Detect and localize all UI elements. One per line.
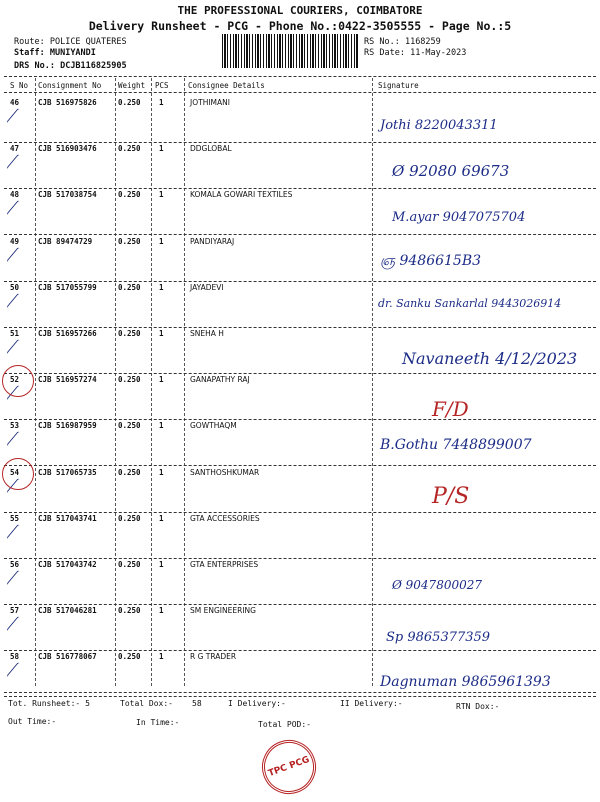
drs-label: DRS No.:	[14, 61, 55, 71]
signature: Jothi 8220043311	[380, 118, 498, 133]
col-consignee: Consignee Details	[188, 81, 265, 90]
signature: M.ayar 9047075704	[392, 210, 526, 226]
company-title: THE PROFESSIONAL COURIERS, COIMBATORE	[177, 4, 423, 17]
row-consignee: SM ENGINEERING	[190, 606, 256, 616]
row-pcs: 1	[159, 375, 164, 385]
row-rule	[4, 281, 596, 282]
row-consignee: SANTHOSHKUMAR	[190, 467, 260, 477]
row-pcs: 1	[159, 560, 164, 569]
row-consignee: GTA ENTERPRISES	[190, 560, 259, 569]
staff-label: Staff:	[14, 48, 45, 58]
table-row	[4, 514, 596, 560]
tick-mark-icon	[6, 431, 32, 457]
table-row	[4, 98, 596, 144]
row-weight: 0.250	[118, 606, 141, 616]
row-consignment-no: CJB 517043742	[38, 560, 97, 569]
row-rule	[4, 373, 596, 374]
row-sno: 49	[10, 236, 20, 246]
row-pcs: 1	[159, 421, 164, 431]
row-pcs: 1	[159, 144, 164, 154]
row-sno: 50	[10, 282, 20, 292]
row-consignee: KOMALA GOWARI TEXTILES	[190, 190, 293, 200]
col-weight: Weight	[118, 81, 146, 90]
row-consignee: JOTHIMANI	[190, 98, 230, 107]
row-rule	[4, 419, 596, 420]
drs-line	[14, 61, 127, 71]
row-consignee: GTA ACCESSORIES	[190, 513, 260, 523]
row-sno: 54	[10, 467, 20, 477]
row-consignee: SNEHA H	[190, 329, 224, 338]
row-sno: 48	[10, 190, 20, 200]
row-rule	[4, 604, 596, 605]
tick-mark-icon	[6, 570, 32, 596]
row-pcs: 1	[159, 236, 164, 246]
row-weight: 0.250	[118, 652, 141, 662]
row-pcs: 1	[159, 98, 164, 107]
header-rule-bottom	[4, 92, 596, 93]
row-weight: 0.250	[118, 513, 141, 523]
row-sno: 55	[10, 513, 20, 523]
signature: Navaneeth 4/12/2023	[402, 349, 578, 368]
row-weight: 0.250	[118, 190, 141, 200]
row-consignment-no: CJB 517065735	[38, 467, 97, 477]
header-rule-top	[4, 76, 596, 77]
barcode	[222, 34, 358, 68]
row-consignee: R G TRADER	[190, 652, 237, 662]
row-weight: 0.250	[118, 467, 141, 477]
col-pcs: PCS	[155, 81, 169, 90]
circle-mark-icon	[2, 365, 34, 397]
signature: ஞ 9486615B3	[380, 252, 482, 269]
row-sno: 52	[10, 375, 20, 385]
row-weight: 0.250	[118, 421, 141, 431]
row-consignment-no: CJB 516957266	[38, 329, 97, 338]
circle-mark-icon	[2, 458, 34, 490]
table-row	[4, 283, 596, 329]
route-label: Route:	[14, 37, 45, 47]
in-time: In Time:-	[136, 718, 180, 727]
row-rule	[4, 558, 596, 559]
row-sno: 53	[10, 421, 20, 431]
row-weight: 0.250	[118, 144, 141, 154]
tick-mark-icon	[6, 293, 32, 319]
row-consignment-no: CJB 517043741	[38, 513, 97, 523]
route-line	[14, 37, 127, 47]
row-consignment-no: CJB 517038754	[38, 190, 97, 200]
rs-date-line	[364, 48, 466, 58]
i-delivery: I Delivery:-	[228, 699, 286, 708]
col-sno: S No	[10, 81, 29, 90]
row-rule	[4, 650, 596, 651]
tick-mark-icon	[6, 108, 32, 134]
rs-no-value: 1168259	[404, 37, 441, 47]
row-consignment-no: CJB 517046281	[38, 606, 97, 616]
row-rule	[4, 188, 596, 189]
drs-value: DCJB116825905	[60, 61, 127, 71]
signature: Ø 9047800027	[392, 578, 482, 592]
table-row	[4, 329, 596, 375]
signature: B.Gothu 7448899007	[380, 437, 532, 454]
rs-no-line	[364, 37, 441, 47]
row-pcs: 1	[159, 652, 164, 662]
row-rule	[4, 234, 596, 235]
tick-mark-icon	[6, 247, 32, 273]
row-consignment-no: CJB 516778067	[38, 652, 97, 662]
row-pcs: 1	[159, 329, 164, 338]
row-pcs: 1	[159, 513, 164, 523]
row-sno: 56	[10, 560, 20, 569]
row-consignment-no: CJB 516903476	[38, 144, 97, 154]
row-sno: 47	[10, 144, 20, 154]
row-pcs: 1	[159, 282, 164, 292]
row-consignment-no: CJB 516957274	[38, 375, 97, 385]
tot-runsheet: Tot. Runsheet:- 5	[8, 699, 90, 708]
col-signature: Signature	[378, 81, 419, 90]
staff-value: MUNIYANDI	[49, 48, 96, 58]
total-dox-value: 58	[192, 699, 202, 708]
rs-date-label: RS Date:	[364, 48, 405, 58]
signature: F/D	[432, 397, 469, 422]
row-pcs: 1	[159, 606, 164, 616]
signature: P/S	[432, 483, 470, 509]
row-consignee: JAYADEVI	[190, 282, 224, 292]
signature: dr. Sanku Sankarlal 9443026914	[378, 296, 562, 310]
row-pcs: 1	[159, 467, 164, 477]
row-weight: 0.250	[118, 329, 141, 338]
row-consignee: DDGLOBAL	[190, 144, 232, 154]
row-consignment-no: CJB 89474729	[38, 236, 93, 246]
footer-rule	[4, 692, 596, 693]
col-consignment: Consignment No	[38, 81, 102, 90]
staff-line	[14, 48, 96, 58]
row-sno: 57	[10, 606, 20, 616]
table-row	[4, 237, 596, 283]
row-weight: 0.250	[118, 282, 141, 292]
row-consignee: PANDIYARAJ	[190, 236, 235, 246]
row-weight: 0.250	[118, 560, 141, 569]
table-row	[4, 375, 596, 421]
row-rule	[4, 327, 596, 328]
row-pcs: 1	[159, 190, 164, 200]
table-row	[4, 560, 596, 606]
row-sno: 46	[10, 98, 20, 107]
row-rule	[4, 696, 596, 697]
row-sno: 58	[10, 652, 20, 662]
signature: Dagnuman 9865961393	[380, 674, 551, 691]
ii-delivery: II Delivery:-	[340, 699, 403, 708]
table-row	[4, 468, 596, 514]
row-consignment-no: CJB 516987959	[38, 421, 97, 431]
company-stamp: TPC PCG	[254, 732, 323, 801]
row-weight: 0.250	[118, 98, 141, 107]
route-value: POLICE QUATERES	[49, 37, 127, 47]
row-rule	[4, 465, 596, 466]
rtn-dox: RTN Dox:-	[456, 702, 500, 711]
row-sno: 51	[10, 329, 20, 338]
tick-mark-icon	[6, 524, 32, 550]
signature: Sp 9865377359	[386, 630, 491, 646]
row-consignee: GOWTHAQM	[190, 421, 237, 431]
tick-mark-icon	[6, 200, 32, 226]
out-time: Out Time:-	[8, 717, 57, 726]
tick-mark-icon	[6, 662, 32, 688]
row-rule	[4, 142, 596, 143]
row-consignment-no: CJB 516975826	[38, 98, 97, 107]
tick-mark-icon	[6, 616, 32, 642]
total-pod: Total POD:-	[258, 720, 311, 729]
row-rule	[4, 512, 596, 513]
table-row	[4, 421, 596, 467]
tick-mark-icon	[6, 154, 32, 180]
runsheet-subtitle: Delivery Runsheet - PCG - Phone No.:0422-3505555 - Page No.:5	[88, 19, 512, 33]
row-consignment-no: CJB 517055799	[38, 282, 97, 292]
row-consignee: GANAPATHY RAJ	[190, 375, 250, 385]
tick-mark-icon	[6, 339, 32, 365]
signature: Ø 92080 69673	[392, 162, 510, 181]
rs-no-label: RS No.:	[364, 37, 400, 47]
row-weight: 0.250	[118, 375, 141, 385]
table-row	[4, 144, 596, 190]
row-weight: 0.250	[118, 236, 141, 246]
rs-date-value: 11-May-2023	[410, 48, 467, 58]
table-row	[4, 190, 596, 236]
total-dox-label: Total Dox:-	[120, 699, 173, 708]
table-row	[4, 606, 596, 652]
